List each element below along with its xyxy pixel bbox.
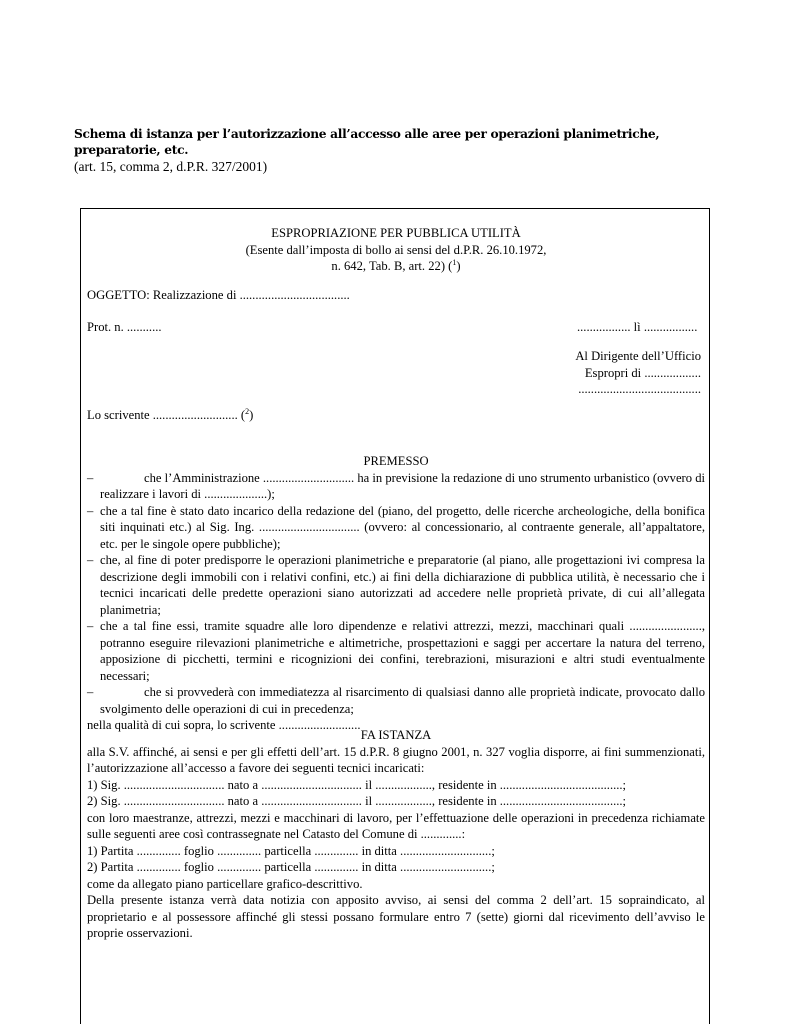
premesso-item-text: che l’Amministrazione ............................. ha in previsione la redazione di uno strumento urbanistico (ovvero di realizzare i lavori di ....................); <box>100 470 705 501</box>
document-legal-reference: (art. 15, comma 2, d.P.R. 327/2001) <box>74 159 268 174</box>
bullet-dash: – <box>87 503 94 518</box>
tecnico-2: 2) Sig. ................................ nato a ................................ il .................., residente in .......................................; <box>87 794 627 808</box>
document-header <box>74 126 724 175</box>
footnote-ref-2: 2 <box>245 406 250 416</box>
premesso-item-text: che a tal fine essi, tramite squadre alle loro dipendenze e relativi attrezzi, mezzi, macchinari quali ......................., potranno eseguire rilevazioni planimetriche e altimetriche, prospettazioni e saggi per accertare la natura del terreno, apposizione di picchetti, termini e ricognizioni dei confini, terebrazioni, misurazioni e altri studi eventualmente necessari; <box>100 619 705 683</box>
premesso-item-2 <box>87 503 705 553</box>
premesso-section <box>87 453 705 734</box>
partita-1: 1) Partita .............. foglio .............. particella .............. in ditta .............................; <box>87 843 495 858</box>
bullet-dash: – <box>87 553 94 567</box>
recipient-line3: ....................................... <box>578 382 701 396</box>
recipient-line1: Al Dirigente dell’Ufficio <box>575 349 701 363</box>
document-title: Schema di istanza per l’autorizzazione all’accesso alle aree per operazioni planimetriche, preparatorie, etc. <box>74 127 660 157</box>
bullet-dash: – <box>87 619 94 633</box>
writer-line: Lo scrivente ........................... ($^2$) <box>87 406 254 422</box>
premesso-closing: nella qualità di cui sopra, lo scrivente .......................... <box>87 718 361 732</box>
istanza-intro: alla S.V. affinché, ai sensi e per gli effetti dell’art. 15 d.P.R. 8 giugno 2001, n. 327 voglia disporre, ai fini summenzionati, l’autorizzazione all’accesso a favore dei seguenti tecnici incaricati: <box>87 744 705 775</box>
premesso-item-1 <box>87 470 705 503</box>
istanza-section <box>87 727 705 942</box>
premesso-item-text: che, al fine di poter predisporre le operazioni planimetriche e preparatorie (al piano, alle progettazioni ivi compresa la descrizione degli immobili con i relativi confini, etc.) ai fini della dichiarazione di pubblica utilità, è necessario che i tecnici incaricati delle predette operazioni siano autorizzati ad accedere nelle proprietà private, di cui all’allegata planimetria; <box>100 553 705 617</box>
form-subheading-line2: n. 642, Tab. B, art. 22) ($^1$) <box>331 257 461 273</box>
maestranze-text: con loro maestranze, attrezzi, mezzi e macchinari di lavoro, per l’effettuazione delle operazioni in precedenza richiamate sulle seguenti aree così contrassegnate nel Catasto del Comune di .............: <box>87 810 705 841</box>
place-date: ................. lì ................. <box>577 320 698 334</box>
notizia-text: Della presente istanza verrà data notizia con apposito avviso, ai sensi del comma 2 dell’art. 15 sopraindicato, al proprietario e al possessore affinché gli stessi possano formulare entro 7 (sette) giorni dal ricevimento dell’avviso le proprie osservazioni. <box>87 893 705 940</box>
bullet-dash: – <box>87 470 94 485</box>
tecnico-1: 1) Sig. ................................ nato a ................................ il .................., residente in .......................................; <box>87 777 627 792</box>
premesso-title: PREMESSO <box>363 454 429 468</box>
premesso-item-5 <box>87 684 705 717</box>
partita-2: 2) Partita .............. foglio .............. particella .............. in ditta .............................; <box>87 860 495 874</box>
form-subheading-line1: (Esente dall’imposta di bollo ai sensi del d.P.R. 26.10.1972, <box>245 242 547 257</box>
istanza-title: FA ISTANZA <box>360 728 432 742</box>
protocol-number: Prot. n. ........... <box>87 320 162 334</box>
oggetto-line: OGGETTO: Realizzazione di ................................... <box>87 288 350 302</box>
premesso-item-text: che a tal fine è stato dato incarico della redazione del (piano, del progetto, delle ricerche archeologiche, della bonifica siti inquinati etc.) al Sig. Ing. ................................ (ovvero: al concessionario, al contraente generale, all’appaltatore, etc. per le singole opere pubbliche); <box>100 503 705 551</box>
footnote-ref-1: 1 <box>452 257 457 267</box>
form-heading-block <box>87 225 705 275</box>
recipient-line2: Espropri di .................. <box>584 365 701 380</box>
allegato-text: come da allegato piano particellare grafico-descrittivo. <box>87 876 363 891</box>
bullet-dash: – <box>87 685 94 699</box>
form-heading: ESPROPRIAZIONE PER PUBBLICA UTILITÀ <box>271 226 521 240</box>
recipient-block <box>575 348 701 398</box>
premesso-item-3 <box>87 552 705 618</box>
premesso-item-4 <box>87 618 705 684</box>
form-frame <box>80 208 710 1024</box>
premesso-item-text: che si provvederà con immediatezza al risarcimento di qualsiasi danno alle proprietà indicate, provocato dallo svolgimento delle operazioni di cui in precedenza; <box>100 685 705 716</box>
